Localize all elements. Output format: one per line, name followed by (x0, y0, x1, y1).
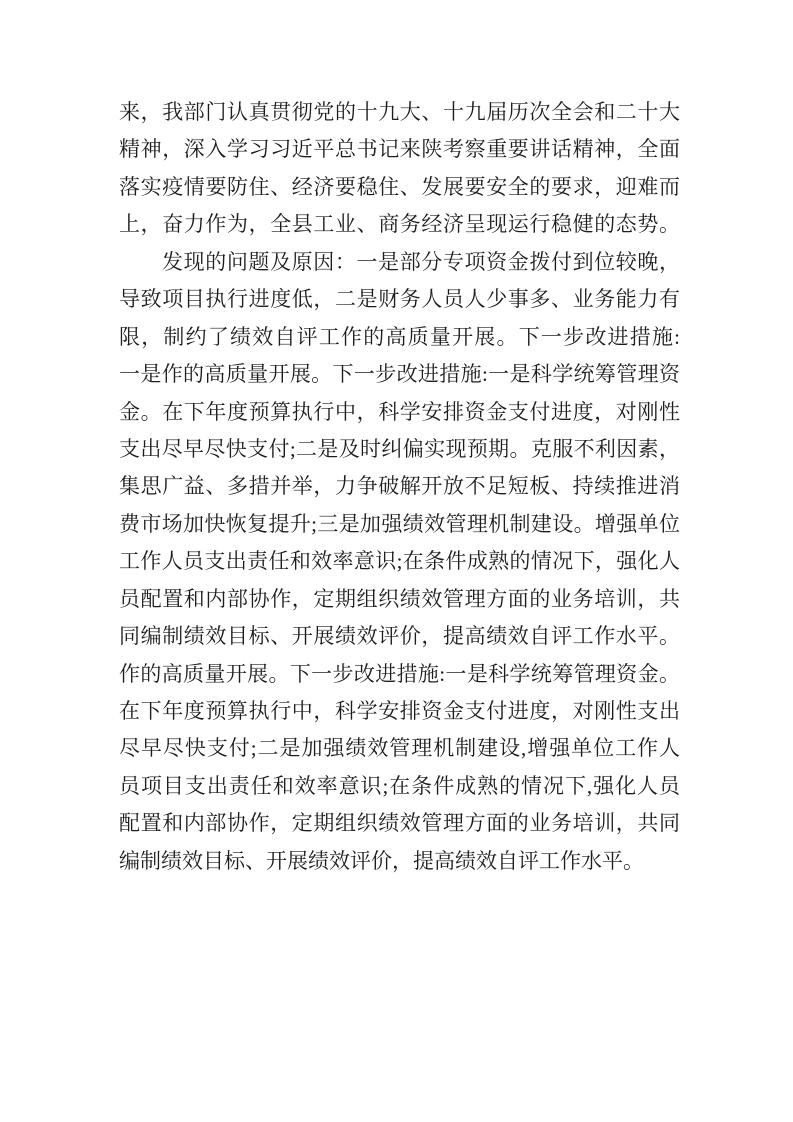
text-line: 一是作的高质量开展。下一步改进措施:一是科学统筹管理资 (119, 362, 680, 387)
document-text-block (119, 94, 680, 880)
text-line: 费市场加快恢复提升;三是加强绩效管理机制建设。增强单位 (119, 511, 680, 536)
text-line: 在下年度预算执行中，科学安排资金支付进度，对刚性支出 (119, 699, 680, 723)
text-line: 上，奋力作为，全县工业、商务经济呈现运行稳健的态势。 (119, 212, 680, 237)
text-line: 配置和内部协作，定期组织绩效管理方面的业务培训，共同 (119, 811, 680, 836)
text-line: 限，制约了绩效自评工作的高质量开展。下一步改进措施: (119, 324, 680, 349)
text-line: 来，我部门认真贯彻党的十九大、十九届历次全会和二十大 (119, 100, 680, 124)
text-line: 导致项目执行进度低，二是财务人员人少事多、业务能力有 (119, 287, 680, 312)
text-line: 尽早尽快支付;二是加强绩效管理机制建设,增强单位工作人 (119, 736, 680, 761)
text-line: 精神，深入学习习近平总书记来陕考察重要讲话精神，全面 (119, 137, 680, 162)
text-line: 编制绩效目标、开展绩效评价，提高绩效自评工作水平。 (119, 848, 644, 873)
text-line: 发现的问题及原因：一是部分专项资金拨付到位较晚， (162, 249, 680, 274)
text-line: 员配置和内部协作，定期组织绩效管理方面的业务培训，共 (119, 586, 680, 611)
text-line: 同编制绩效目标、开展绩效评价，提高绩效自评工作水平。 (119, 624, 680, 649)
text-line: 工作人员支出责任和效率意识;在条件成熟的情况下，强化人 (119, 549, 680, 574)
text-line: 作的高质量开展。下一步改进措施:一是科学统筹管理资金。 (119, 661, 680, 686)
text-line: 金。在下年度预算执行中，科学安排资金支付进度，对刚性 (119, 399, 680, 424)
text-line: 落实疫情要防住、经济要稳住、发展要安全的要求，迎难而 (119, 174, 680, 199)
text-line: 员项目支出责任和效率意识;在条件成熟的情况下,强化人员 (119, 773, 680, 798)
text-line: 支出尽早尽快支付;二是及时纠偏实现预期。克服不利因素， (119, 436, 680, 461)
text-line: 集思广益、多措并举，力争破解开放不足短板、持续推进消 (119, 474, 680, 499)
